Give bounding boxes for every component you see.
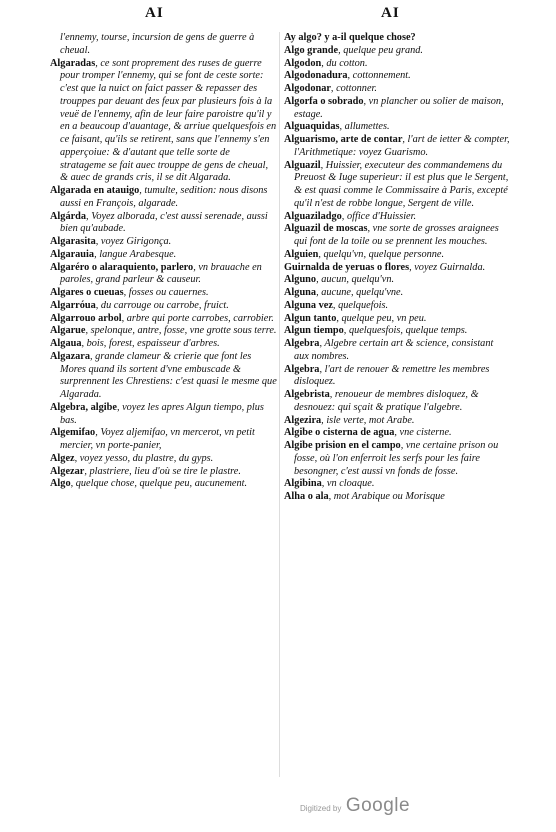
- dictionary-entry: [50, 402, 278, 428]
- entry-definition: , vn brauache en paroles, grand parleur & causeur.: [60, 261, 262, 286]
- entry-headword: Algebra: [284, 338, 320, 349]
- dictionary-entry: [284, 249, 510, 262]
- entry-definition: , grande clameur & crierie que font les Mores quand ils sortent d'vne embuscade & surprennent les Chrestiens: c'est quasi le mesme que Algarada.: [60, 350, 277, 400]
- entry-headword: Algemifao: [50, 427, 96, 439]
- entry-definition: , voyez yesso, du plastre, du gyps.: [74, 452, 214, 464]
- entry-headword: Algezira: [284, 414, 322, 426]
- entry-definition: , arbre qui porte carrobes, carrobier.: [121, 312, 274, 324]
- entry-definition: l'ennemy, tourse, incursion de gens de guerre à cheual.: [60, 32, 255, 56]
- dictionary-entry: [284, 211, 510, 224]
- entry-headword: Algodonadura: [284, 70, 348, 82]
- entry-definition: , tumulte, sedition: nous disons aussi en François, algarade.: [60, 185, 268, 209]
- entry-definition: , office d'Huissier.: [341, 210, 417, 222]
- dictionary-entry: [284, 389, 510, 415]
- entry-definition: , Algebre certain art & science, consistant aux nombres.: [294, 338, 494, 362]
- entry-headword: Algo grande: [284, 44, 339, 56]
- entry-headword: Algárda: [50, 210, 87, 222]
- entry-definition: , vn plancher ou solier de maison, estage.: [294, 95, 504, 120]
- dictionary-entry: [50, 32, 278, 58]
- dictionary-entry: [284, 274, 510, 287]
- entry-definition: , l'art de ietter & compter, l'Arithmetique: voyez Guarismo.: [294, 134, 510, 158]
- entry-definition: , quelque peu, vn peu.: [336, 312, 427, 324]
- entry-definition: , cottonnement.: [347, 70, 411, 82]
- dictionary-entry: [284, 121, 510, 134]
- entry-definition: , du cotton.: [321, 57, 368, 69]
- entry-definition: , ce sont proprement des ruses de guerre pour tromper l'ennemy, qui se font de ceste sorte: c'est que la nuict on faict passer & repasser des trouppes par deuant des feux par plusieurs fois à la veuë de l'ennemy, afin de leur faire paroistre qu'il y en a beaucoup d'auantage, & arriue quelquesfois en ce faisant, qu'ils se retirent, sans que l'ennemy s'en apperçoiue: & d'autant que telle sorte de stratageme se fait auec trouppe de gens de cheual, & auec de grands cris, il se dit Algarada.: [60, 57, 277, 184]
- entry-definition: , quelque peu grand.: [338, 44, 423, 56]
- dictionary-entry: [284, 70, 510, 83]
- entry-headword: Algarauia: [50, 248, 95, 260]
- entry-headword: Algebrista: [284, 389, 330, 400]
- entry-headword: Algezar: [50, 465, 85, 477]
- entry-headword: Algebra, algibe: [50, 401, 117, 413]
- entry-headword: Algarasita: [50, 236, 96, 247]
- entry-headword: Algo: [50, 478, 71, 490]
- entry-definition: , vn cloaque.: [321, 478, 375, 490]
- entry-definition: , mot Arabique ou Morisque: [328, 491, 445, 502]
- entry-definition: , bois, forest, espaisseur d'arbres.: [81, 338, 220, 349]
- dictionary-entry: [50, 453, 278, 466]
- dictionary-entry: [284, 287, 510, 300]
- entry-definition: , vne cisterne.: [394, 427, 452, 439]
- entry-headword: Algun tanto: [284, 312, 337, 324]
- entry-definition: , aucune, quelqu'vne.: [316, 287, 404, 298]
- entry-headword: Algibe prision en el campo: [284, 440, 401, 451]
- dictionary-entry: [284, 134, 510, 160]
- dictionary-entry: [50, 325, 278, 338]
- entry-headword: Alguien: [284, 248, 319, 260]
- dictionary-entry: [50, 185, 278, 211]
- entry-definition: , Voyez aljemifao, vn mercerot, vn petit mercier, vn porte-panier,: [60, 427, 255, 451]
- digitized-by-watermark: [300, 795, 410, 817]
- dictionary-entry: [50, 351, 278, 402]
- entry-definition: , quelque chose, quelque peu, aucunement.: [70, 478, 248, 490]
- entry-definition: , Huissier, executeur des commandemens du Preuost & Iuge superieur: il est plus que le Sergent, & est quasi comme le Commissaire à Paris, excepté qu'il n'est de robbe longue, Sergent de ville.: [294, 159, 509, 209]
- entry-headword: Algun tiempo: [284, 325, 344, 337]
- entry-definition: , Voyez alborada, c'est aussi serenade, aussi bien qu'aubade.: [60, 210, 268, 235]
- entry-definition: , allumettes.: [339, 121, 390, 133]
- dictionary-entry: [284, 58, 510, 71]
- entry-headword: Alguna vez: [284, 299, 333, 311]
- entry-headword: Alguaquidas: [284, 121, 340, 133]
- dictionary-entry: [50, 466, 278, 479]
- page-header-left: AI: [145, 5, 164, 21]
- dictionary-entry: [50, 300, 278, 313]
- entry-headword: Alguazil de moscas: [284, 223, 368, 235]
- dictionary-entry: [284, 415, 510, 428]
- dictionary-entry: [284, 32, 510, 45]
- dictionary-entry: [50, 249, 278, 262]
- entry-definition: , renoueur de membres disloquez, & desnouez: qui sçait & pratique l'algebre.: [294, 389, 479, 413]
- entry-headword: Algodonar: [284, 83, 331, 94]
- dictionary-entry: [50, 338, 278, 351]
- google-logo: Google: [345, 795, 411, 816]
- entry-headword: Algarróua: [50, 299, 96, 311]
- dictionary-entry: [284, 478, 510, 491]
- entry-definition: , l'art de renouer & remettre les membres disloquez.: [294, 363, 490, 388]
- dictionary-entry: [284, 45, 510, 58]
- dictionary-entry: [284, 96, 510, 122]
- entry-headword: Alguazil: [284, 159, 321, 171]
- digitized-label: Digitized by: [300, 804, 342, 813]
- entry-headword: Algodon: [284, 57, 322, 69]
- dictionary-entry: [284, 313, 510, 326]
- entry-headword: Alha o ala: [284, 491, 329, 502]
- entry-headword: Algibina: [284, 478, 322, 490]
- entry-headword: Alguno: [284, 274, 317, 286]
- entry-headword: Ay algo? y a-il quelque chose?: [284, 32, 416, 43]
- dictionary-entry: [284, 440, 510, 478]
- entry-definition: , voyez Guirnalda.: [409, 261, 486, 273]
- entry-headword: Algibe o cisterna de agua: [284, 427, 395, 439]
- dictionary-entry: [284, 364, 510, 390]
- entry-headword: Algaréro o alaraquiento, parlero: [50, 261, 194, 273]
- entry-headword: Alguna: [284, 287, 317, 298]
- entry-definition: , langue Arabesque.: [94, 248, 177, 260]
- dictionary-entry: [284, 427, 510, 440]
- dictionary-entry: [50, 211, 278, 237]
- dictionary-entry: [50, 262, 278, 288]
- dictionary-entry: [284, 223, 510, 249]
- entry-definition: , vne certaine prison ou fosse, où l'on enferroit les serfs pour les faire besongner, c'est aussi vn fonds de fosse.: [294, 440, 499, 477]
- entry-definition: , spelonque, antre, fosse, vne grotte sous terre.: [85, 325, 277, 337]
- entry-definition: , du carrouge ou carrobe, fruict.: [95, 299, 229, 311]
- entry-headword: Algaradas: [50, 57, 96, 69]
- dictionary-entry: [50, 427, 278, 453]
- entry-definition: , quelqu'vn, quelque personne.: [318, 248, 445, 260]
- entry-definition: , aucun, quelqu'vn.: [316, 274, 395, 286]
- entry-definition: , quelquesfois, quelque temps.: [343, 325, 468, 337]
- dictionary-entry: [284, 83, 510, 96]
- entry-headword: Algebra: [284, 363, 320, 375]
- entry-headword: Algazara: [50, 350, 91, 362]
- dictionary-entry: [284, 325, 510, 338]
- dictionary-entry: [284, 160, 510, 211]
- entry-definition: , vne sorte de grosses araignees qui font de la toile ou se prennent les mouches.: [294, 223, 499, 247]
- dictionary-entry: [50, 58, 278, 186]
- entry-headword: Algares o cueuas: [50, 287, 124, 298]
- dictionary-entry: [50, 236, 278, 249]
- entry-headword: Algez: [50, 452, 75, 464]
- entry-definition: , fosses ou cauernes.: [123, 287, 209, 298]
- dictionary-entry: [284, 262, 510, 275]
- dictionary-entry: [284, 491, 510, 504]
- entry-definition: , quelquefois.: [332, 299, 389, 311]
- dictionary-entry: [284, 338, 510, 364]
- column-divider: [279, 32, 280, 777]
- left-column: [50, 32, 278, 491]
- entry-definition: , plastriere, lieu d'où se tire le plastre.: [84, 465, 241, 477]
- right-column: [284, 32, 510, 504]
- entry-headword: Algarada en atauigo: [50, 185, 140, 196]
- entry-headword: Alguaziladgo: [284, 210, 342, 222]
- dictionary-entry: [50, 287, 278, 300]
- entry-definition: , cottonner.: [330, 83, 377, 94]
- dictionary-entry: [50, 478, 278, 491]
- entry-definition: , voyez Girigonça.: [95, 236, 172, 247]
- entry-headword: Algarrouo arbol: [50, 312, 122, 324]
- entry-definition: , voyez les apres Algun tiempo, plus bas.: [60, 401, 264, 426]
- entry-headword: Algarue: [50, 325, 86, 337]
- entry-headword: Alguarismo, arte de contar: [284, 134, 403, 145]
- entry-headword: Algorfa o sobrado: [284, 95, 364, 107]
- page-header-right: AI: [381, 5, 400, 21]
- entry-definition: , isle verte, mot Arabe.: [321, 414, 415, 426]
- dictionary-entry: [284, 300, 510, 313]
- entry-headword: Guirnalda de yeruas o flores: [284, 261, 410, 273]
- dictionary-entry: [50, 313, 278, 326]
- entry-headword: Algaua: [50, 338, 82, 349]
